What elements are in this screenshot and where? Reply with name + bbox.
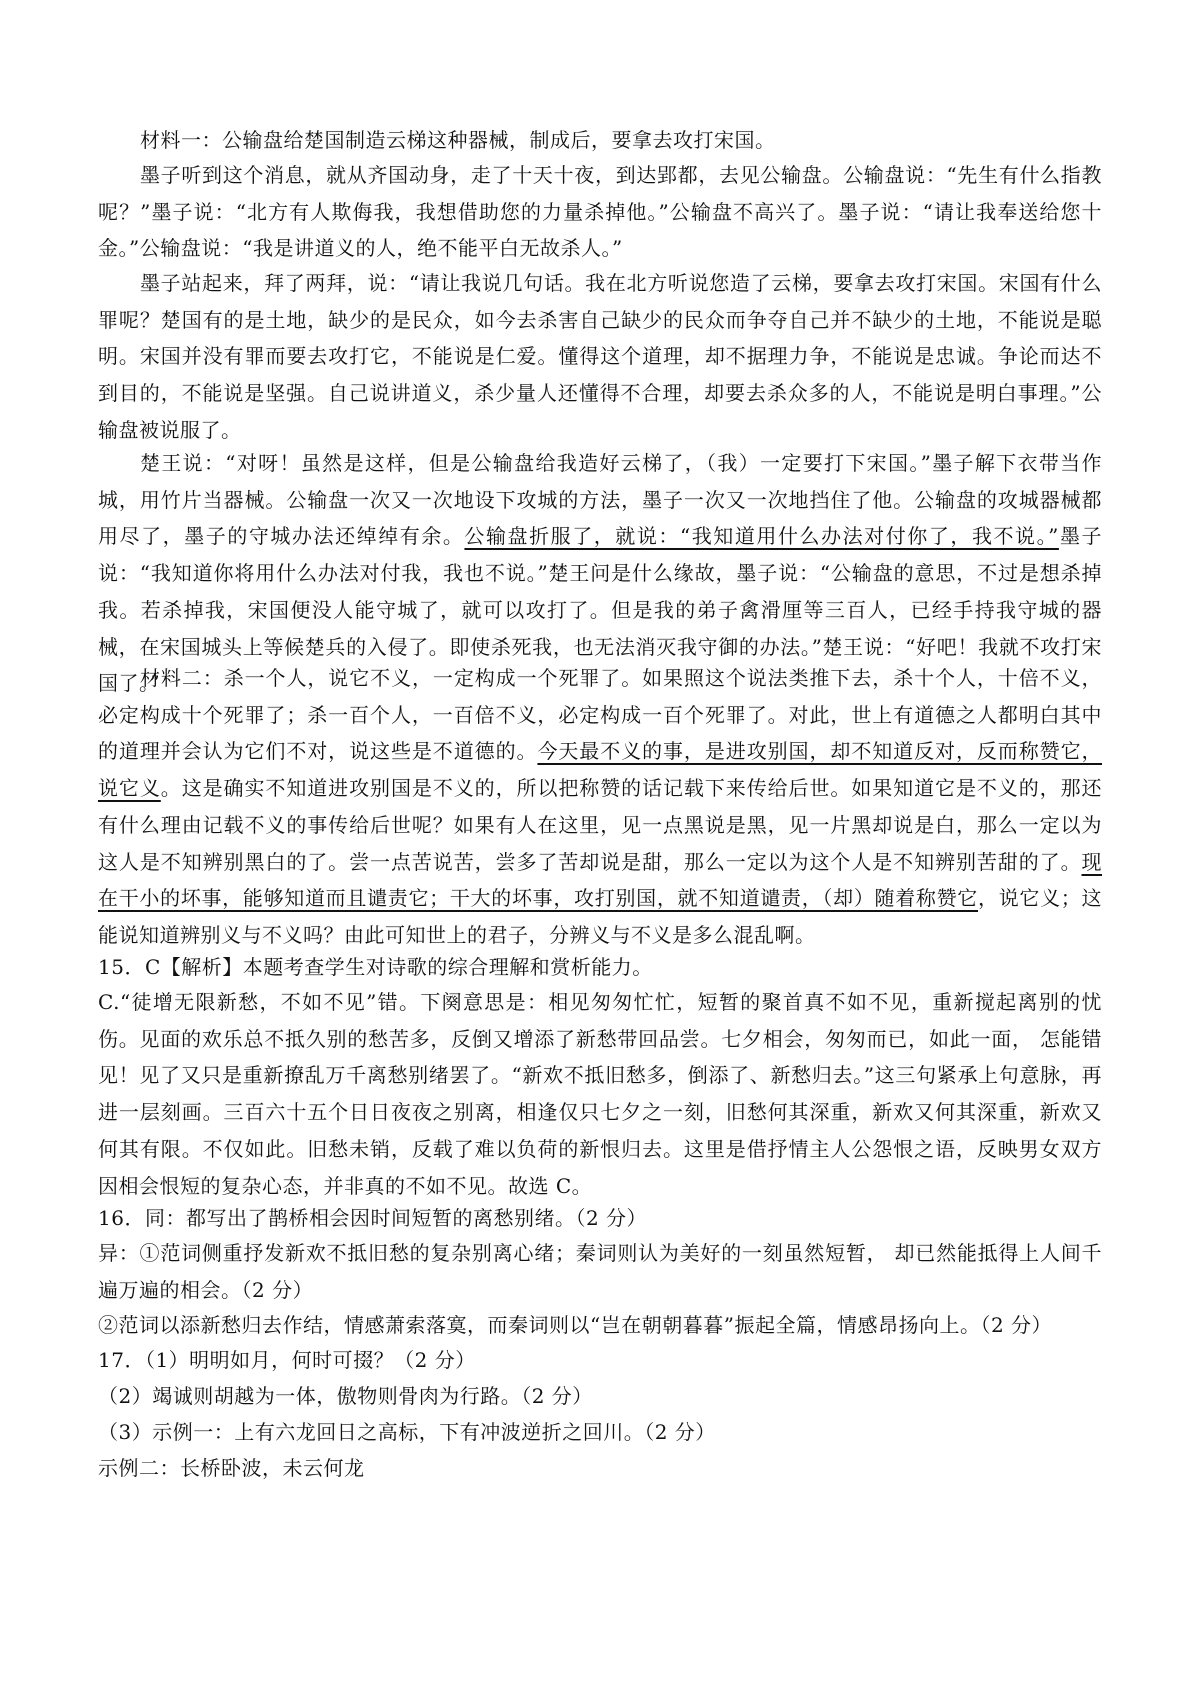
answer-17-part-2: （2）竭诚则胡越为一体，傲物则骨肉为行路。（2 分）	[98, 1384, 593, 1408]
material-two-paragraph	[98, 660, 1102, 954]
answer-15-analysis: C.“徒增无限新愁，不如不见”错。下阕意思是：相见匆匆忙忙，短暂的聚首真不如不见，重新搅起离别的忧伤。见面的欢乐总不抵久别的愁苦多，反倒又增添了新愁带回品尝。七夕相会，匆匆而已，如此一面， 怎能错见！见了又只是重新撩乱万千离愁别绪罢了。“新欢不抵旧愁多，倒添了、新愁归去。”这三句紧承上句意脉，再进一层刻画。三百六十五个日日夜夜之别离，相逢仅只七夕之一刻，旧愁何其深重，新欢又何其深重，新欢又何其有限。不仅如此。旧愁未销，反载了难以负荷的新恨归去。这里是借抒情主人公怨恨之语，反映男女双方因相会恨短的复杂心态，并非真的不如不见。故选 C。	[98, 990, 1102, 1198]
answer-17-part-3: （3）示例一：上有六龙回日之高标，下有冲波逆折之回川。（2 分）	[98, 1420, 716, 1444]
material-two-text-c: ，说它义；这能说知道辨别义与不义吗？由此可知世上的君子，分辨义与不义是多么混乱啊。	[98, 886, 1103, 947]
answer-15-heading: 15．C【解析】本题考查学生对诗歌的综合理解和赏析能力。	[98, 955, 653, 979]
answer-16-similarity: 16．同：都写出了鹊桥相会因时间短暂的离愁别绪。（2 分）	[98, 1206, 648, 1230]
material-one-paragraph-3: 墨子站起来，拜了两拜，说：“请让我说几句话。我在北方听说您造了云梯，要拿去攻打宋国。宋国有什么罪呢？楚国有的是土地，缺少的是民众，如今去杀害自己缺少的民众而争夺自己并不缺少的土地，不能说是聪明。宋国并没有罪而要去攻打它，不能说是仁爱。懂得这个道理，却不据理力争，不能说是忠诚。争论而达不到目的，不能说是坚强。自己说讲道义，杀少量人还懂得不合理，却要去杀众多的人，不能说是明白事理。”公输盘被说服了。	[98, 271, 1102, 442]
paragraph-4-text-b: 墨子说：“我知道你将用什么办法对付我，我也不说。”楚王问是什么缘故，墨子说：“公输盘的意思，不过是想杀掉我。若杀掉我，宋国便没人能守城了，就可以攻打了。但是我的弟子禽滑厘等三百人，已经手持我守城的器械，在宋国城头上等候楚兵的入侵了。即使杀死我，也无法消灭我守御的办法。”楚王说：“好吧！我就不攻打宋国了。”	[98, 524, 1102, 696]
answer-16-difference-2: ②范词以添新愁归去作结，情感萧索落寞，而秦词则以“岂在朝朝暮暮”振起全篇，情感昂扬向上。（2 分）	[98, 1313, 1053, 1337]
answer-17-example-2: 示例二：长桥卧波，未云何龙	[98, 1456, 365, 1480]
paragraph-4-text-a: 楚王说：“对呀！虽然是这样，但是公输盘给我造好云梯了，（我）一定要打下宋国。”墨子解下衣带当作城，用竹片当器械。公输盘一次又一次地设下攻城的方法，墨子一次又一次地挡住了他。公输盘的攻城器械都用尽了，墨子的守城办法还绰绰有余。	[98, 451, 1102, 549]
answer-16-difference-1: 异：①范词侧重抒发新欢不抵旧愁的复杂别离心绪；秦词则认为美好的一刻虽然短暂， 却已然能抵得上人间千遍万遍的相会。（2 分）	[98, 1241, 1102, 1302]
underlined-quote-gongshu: 公输盘折服了，就说：“我知道用什么办法对付你了，我不说。”	[464, 524, 1059, 549]
answer-17-part-1: 17．（1）明明如月，何时可掇？（2 分）	[98, 1348, 476, 1372]
material-two-text-a: 材料二：杀一个人，说它不义，一定构成一个死罪了。如果照这个说法类推下去，杀十个人，十倍不义，必定构成十个死罪了；杀一百个人，一百倍不义，必定构成一百个死罪了。对此，世上有道德之人都明白其中的道理并会认为它们不对，说这些是不道德的。	[98, 666, 1102, 764]
underlined-sentence-2: 现在干小的坏事，能够知道而且谴责它；干大的坏事，攻打别国，就不知道谴责，（却）随着称赞它	[98, 849, 1102, 911]
material-one-intro: 材料一：公输盘给楚国制造云梯这种器械，制成后，要拿去攻打宋国。	[140, 128, 776, 152]
material-two-text-b: 。这是确实不知道进攻别国是不义的，所以把称赞的话记载下来传给后世。如果知道它是不义的，那还有什么理由记载不义的事传给后世呢？如果有人在这里，见一点黑说是黑，见一片黑却说是白，那么一定以为这人是不知辨别黑白的了。尝一点苦说苦，尝多了苦却说是甜，那么一定以为这个人是不知辨别苦甜的了。	[98, 776, 1103, 874]
underlined-sentence-1: 今天最不义的事，是进攻别国，却不知道反对，反而称赞它，说它义	[98, 739, 1103, 801]
material-one-paragraph-2: 墨子听到这个消息，就从齐国动身，走了十天十夜，到达郢都，去见公输盘。公输盘说：“先生有什么指教呢？”墨子说：“北方有人欺侮我，我想借助您的力量杀掉他。”公输盘不高兴了。墨子说：“请让我奉送给您十金。”公输盘说：“我是讲道义的人，绝不能平白无故杀人。”	[98, 163, 1102, 261]
